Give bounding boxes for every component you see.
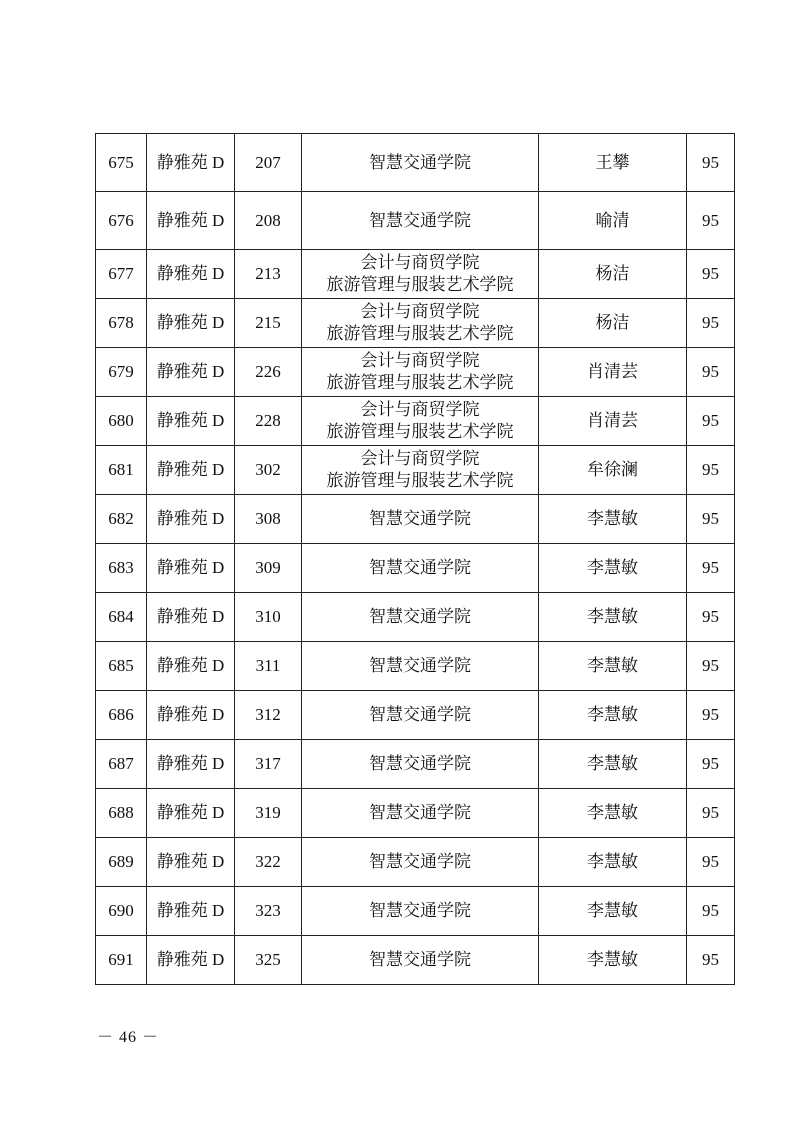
cell-score: 95 [687,642,735,691]
table-row [96,740,735,789]
cell-college [302,192,539,250]
table-row [96,642,735,691]
cell-building: 静雅苑 D [147,348,235,397]
table-row [96,691,735,740]
college-line: 智慧交通学院 [369,656,471,675]
table-row [96,593,735,642]
college-line: 智慧交通学院 [369,558,471,577]
cell-name: 李慧敏 [539,495,687,544]
cell-name: 杨洁 [539,250,687,299]
cell-no: 687 [96,740,147,789]
cell-room: 302 [235,446,302,495]
cell-college [302,691,539,740]
college-line: 智慧交通学院 [369,901,471,920]
table-row [96,348,735,397]
cell-no: 689 [96,838,147,887]
cell-score: 95 [687,299,735,348]
cell-college [302,789,539,838]
cell-score: 95 [687,446,735,495]
cell-room: 310 [235,593,302,642]
cell-room: 317 [235,740,302,789]
cell-no: 675 [96,134,147,192]
cell-building: 静雅苑 D [147,740,235,789]
cell-score: 95 [687,397,735,446]
cell-name: 肖清芸 [539,348,687,397]
table-row [96,789,735,838]
cell-no: 678 [96,299,147,348]
dorm-score-table [95,133,735,985]
college-line: 智慧交通学院 [369,607,471,626]
cell-score: 95 [687,544,735,593]
cell-room: 207 [235,134,302,192]
cell-score: 95 [687,250,735,299]
college-line: 智慧交通学院 [369,509,471,528]
college-line: 智慧交通学院 [369,152,471,172]
cell-score: 95 [687,887,735,936]
cell-college [302,397,539,446]
cell-score: 95 [687,936,735,985]
cell-name: 李慧敏 [539,691,687,740]
cell-name: 李慧敏 [539,838,687,887]
cell-no: 688 [96,789,147,838]
cell-college [302,593,539,642]
table-row [96,936,735,985]
cell-college [302,936,539,985]
table-row [96,397,735,446]
cell-room: 215 [235,299,302,348]
cell-college [302,134,539,192]
cell-no: 685 [96,642,147,691]
table-row [96,299,735,348]
college-line: 旅游管理与服装艺术学院 [326,324,514,343]
cell-score: 95 [687,134,735,192]
cell-college [302,250,539,299]
cell-building: 静雅苑 D [147,887,235,936]
cell-no: 680 [96,397,147,446]
table-row [96,134,735,192]
college-line: 旅游管理与服装艺术学院 [326,373,514,392]
cell-name: 李慧敏 [539,642,687,691]
cell-no: 686 [96,691,147,740]
cell-building: 静雅苑 D [147,397,235,446]
table-row [96,192,735,250]
cell-room: 311 [235,642,302,691]
cell-college [302,348,539,397]
cell-room: 226 [235,348,302,397]
cell-building: 静雅苑 D [147,936,235,985]
cell-score: 95 [687,838,735,887]
cell-building: 静雅苑 D [147,192,235,250]
cell-building: 静雅苑 D [147,789,235,838]
table-row [96,887,735,936]
cell-name: 李慧敏 [539,887,687,936]
cell-score: 95 [687,495,735,544]
cell-no: 677 [96,250,147,299]
cell-name: 李慧敏 [539,593,687,642]
cell-name: 李慧敏 [539,789,687,838]
table-row [96,838,735,887]
table-row [96,495,735,544]
cell-name: 王攀 [539,134,687,192]
cell-building: 静雅苑 D [147,593,235,642]
cell-score: 95 [687,789,735,838]
cell-college [302,887,539,936]
college-line: 会计与商贸学院 [360,449,480,468]
cell-no: 691 [96,936,147,985]
cell-name: 李慧敏 [539,936,687,985]
college-line: 旅游管理与服装艺术学院 [326,422,514,441]
cell-name: 李慧敏 [539,740,687,789]
cell-room: 228 [235,397,302,446]
cell-name: 李慧敏 [539,544,687,593]
cell-name: 牟徐澜 [539,446,687,495]
college-line: 会计与商贸学院 [360,351,480,370]
cell-college [302,446,539,495]
cell-score: 95 [687,593,735,642]
cell-building: 静雅苑 D [147,838,235,887]
college-line: 智慧交通学院 [369,754,471,773]
cell-score: 95 [687,192,735,250]
table-row [96,446,735,495]
cell-building: 静雅苑 D [147,134,235,192]
cell-room: 325 [235,936,302,985]
cell-building: 静雅苑 D [147,299,235,348]
cell-building: 静雅苑 D [147,495,235,544]
cell-building: 静雅苑 D [147,691,235,740]
table-row [96,250,735,299]
college-line: 会计与商贸学院 [360,253,480,272]
table-body [96,134,735,985]
cell-college [302,544,539,593]
cell-room: 213 [235,250,302,299]
cell-name: 肖清芸 [539,397,687,446]
cell-score: 95 [687,691,735,740]
cell-no: 682 [96,495,147,544]
college-line: 旅游管理与服装艺术学院 [326,275,514,294]
cell-name: 杨洁 [539,299,687,348]
cell-no: 690 [96,887,147,936]
cell-score: 95 [687,348,735,397]
college-line: 智慧交通学院 [369,705,471,724]
table-row [96,544,735,593]
college-line: 智慧交通学院 [369,210,471,230]
cell-room: 319 [235,789,302,838]
college-line: 会计与商贸学院 [360,302,480,321]
college-line: 旅游管理与服装艺术学院 [326,471,514,490]
cell-college [302,838,539,887]
cell-room: 312 [235,691,302,740]
page-number: － 46 － [97,1029,160,1046]
cell-no: 683 [96,544,147,593]
cell-room: 208 [235,192,302,250]
cell-room: 309 [235,544,302,593]
cell-no: 679 [96,348,147,397]
college-line: 智慧交通学院 [369,852,471,871]
cell-building: 静雅苑 D [147,250,235,299]
cell-building: 静雅苑 D [147,446,235,495]
cell-name: 喻清 [539,192,687,250]
cell-room: 323 [235,887,302,936]
cell-no: 681 [96,446,147,495]
college-line: 智慧交通学院 [369,950,471,969]
cell-college [302,642,539,691]
cell-college [302,740,539,789]
college-line: 会计与商贸学院 [360,400,480,419]
cell-building: 静雅苑 D [147,642,235,691]
college-line: 智慧交通学院 [369,803,471,822]
cell-no: 684 [96,593,147,642]
cell-score: 95 [687,740,735,789]
cell-building: 静雅苑 D [147,544,235,593]
cell-college [302,495,539,544]
cell-no: 676 [96,192,147,250]
cell-college [302,299,539,348]
cell-room: 322 [235,838,302,887]
cell-room: 308 [235,495,302,544]
